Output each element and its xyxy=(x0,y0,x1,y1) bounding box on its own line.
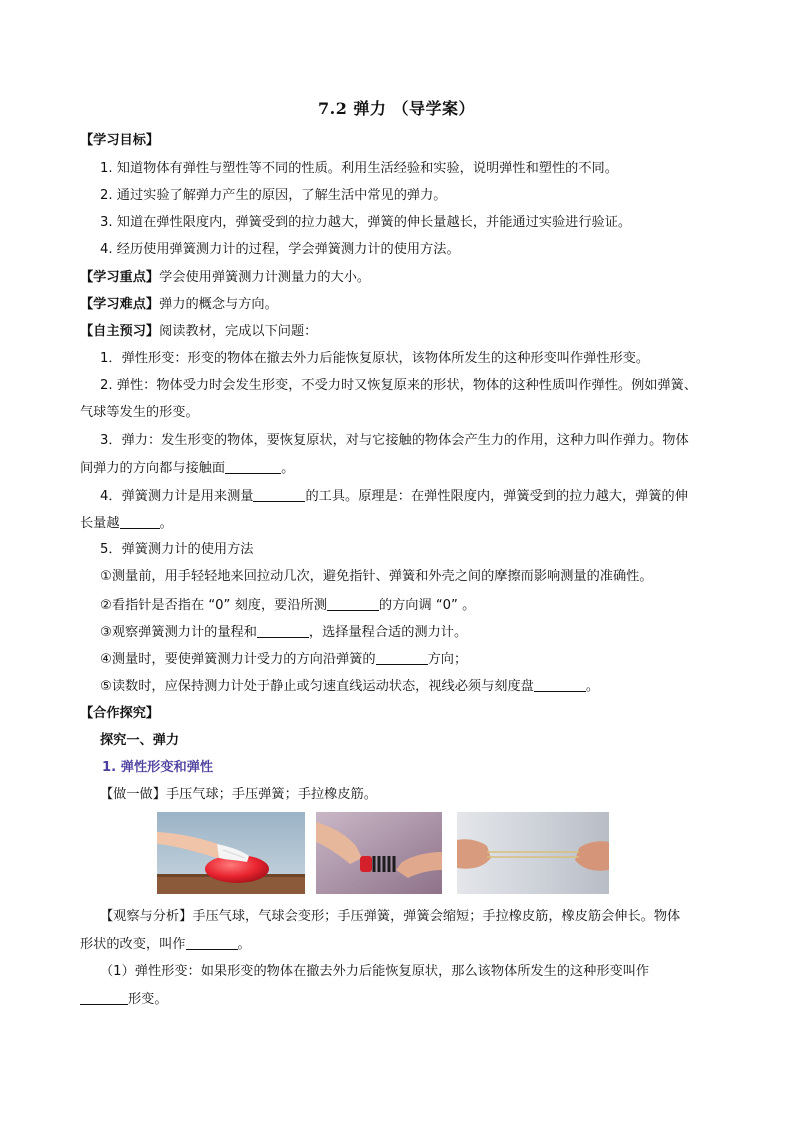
do-it xyxy=(100,787,740,803)
key-point xyxy=(80,270,720,286)
text-span: ，选择量程合适的测力计。 xyxy=(308,625,468,640)
objective-item: 3. 知道在弹性限度内，弹簧受到的拉力越大，弹簧的伸长量越长，并能通过实验进行验证。 xyxy=(100,215,632,230)
preview-p1: 1．弹性形变：形变的物体在撤去外力后能恢复原状，该物体所发生的这种形变叫作弹性形变。 xyxy=(100,351,650,366)
fill-blank[interactable] xyxy=(376,651,428,665)
preview-p2a: 2. 弹性：物体受力时会发生形变，不受力时又恢复原来的形状，物体的这种性质叫作弹性。例如弹簧、 xyxy=(100,378,698,393)
fill-blank[interactable] xyxy=(186,936,238,950)
text-span: ⑤读数时，应保持测力计处于静止或匀速直线运动状态，视线必须与刻度盘 xyxy=(100,679,534,694)
key-point-label: 【学习重点】 xyxy=(80,270,160,285)
rubber-band-illustration xyxy=(457,812,609,894)
text-span: ③观察弹簧测力计的量程和 xyxy=(100,625,257,640)
rubber-band-photo xyxy=(457,812,609,894)
spring-illustration xyxy=(316,812,442,894)
objective-item: 1. 知道物体有弹性与塑性等不同的性质。利用生活经验和实验，说明弹性和塑性的不同。 xyxy=(100,161,618,176)
inquiry-heading: 探究一、弹力 xyxy=(100,733,180,748)
observation-text: 手压气球，气球会变形；手压弹簧，弹簧会缩短；手拉橡皮筋，橡皮筋会伸长。物体 xyxy=(192,909,681,924)
preview-text: 阅读教材，完成以下问题： xyxy=(159,324,318,339)
text-span: 。 xyxy=(159,516,173,531)
fill-blank[interactable] xyxy=(225,460,281,474)
text-span: 的方向调 “0” 。 xyxy=(378,598,476,613)
observation-line1 xyxy=(100,909,740,925)
fill-blank[interactable] xyxy=(534,678,586,692)
text-span: 4．弹簧测力计是用来测量 xyxy=(100,489,254,504)
objectives-heading: 【学习目标】 xyxy=(80,133,160,148)
text-span: 方向； xyxy=(427,652,468,667)
step-4 xyxy=(100,651,740,668)
text-span: ④测量时，要使弹簧测力计受力的方向沿弹簧的 xyxy=(100,652,376,667)
page-title: 7.2 弹力 （导学案） xyxy=(318,99,475,118)
do-it-label: 【做一做】 xyxy=(100,787,166,802)
difficulty xyxy=(80,297,720,313)
preview-p3b xyxy=(80,460,720,477)
definition-line1: （1）弹性形变：如果形变的物体在撤去外力后能恢复原状，那么该物体所发生的这种形变叫作 xyxy=(100,964,650,979)
objective-item: 4. 经历使用弹簧测力计的过程，学会弹簧测力计的使用方法。 xyxy=(100,242,460,257)
preview-heading xyxy=(80,324,720,340)
preview-p3a: 3．弹力：发生形变的物体，要恢复原状，对与它接触的物体会产生力的作用，这种力叫作弹力。物体 xyxy=(100,433,689,448)
step-5 xyxy=(100,678,740,695)
text-span: 形状的改变，叫作 xyxy=(80,937,186,952)
step-2 xyxy=(100,597,740,614)
balloon-photo xyxy=(157,812,305,894)
preview-p4b xyxy=(80,515,720,532)
preview-p5: 5．弹簧测力计的使用方法 xyxy=(100,542,254,557)
text-span: 长量越 xyxy=(80,516,120,531)
text-span: 。 xyxy=(237,937,251,952)
text-span: ②看指针是否指在 “0” 刻度，要沿所测 xyxy=(100,598,327,613)
spring-photo xyxy=(316,812,442,894)
objective-item: 2. 通过实验了解弹力产生的原因，了解生活中常见的弹力。 xyxy=(100,188,447,203)
text-span: 。 xyxy=(585,679,600,694)
text-span: 。 xyxy=(281,461,295,476)
text-span: 形变。 xyxy=(128,992,168,1007)
definition-line2 xyxy=(80,991,720,1008)
fill-blank[interactable] xyxy=(327,597,379,611)
preview-p4a xyxy=(100,488,740,505)
step-1: ①测量前，用手轻轻地来回拉动几次，避免指针、弹簧和外壳之间的摩擦而影响测量的准确性。 xyxy=(100,569,653,584)
step-3 xyxy=(100,624,740,641)
preview-label: 【自主预习】 xyxy=(80,324,160,339)
cooperation-heading: 【合作探究】 xyxy=(80,706,160,721)
fill-blank[interactable] xyxy=(80,991,128,1005)
observation-line2 xyxy=(80,936,720,953)
key-point-text: 学会使用弹簧测力计测量力的大小。 xyxy=(159,270,371,285)
balloon-illustration xyxy=(157,812,305,894)
text-span: 间弹力的方向都与接触面 xyxy=(80,461,226,476)
preview-p2b: 气球等发生的形变。 xyxy=(80,405,199,420)
section-heading: 1. 弹性形变和弹性 xyxy=(102,760,214,775)
fill-blank[interactable] xyxy=(253,488,305,502)
difficulty-text: 弹力的概念与方向。 xyxy=(159,297,278,312)
observation-label: 【观察与分析】 xyxy=(100,909,193,924)
fill-blank[interactable] xyxy=(120,515,160,529)
do-it-text: 手压气球；手压弹簧；手拉橡皮筋。 xyxy=(165,787,377,802)
text-span: 的工具。原理是：在弹性限度内，弹簧受到的拉力越大，弹簧的伸 xyxy=(305,489,688,504)
difficulty-label: 【学习难点】 xyxy=(80,297,160,312)
fill-blank[interactable] xyxy=(257,624,309,638)
